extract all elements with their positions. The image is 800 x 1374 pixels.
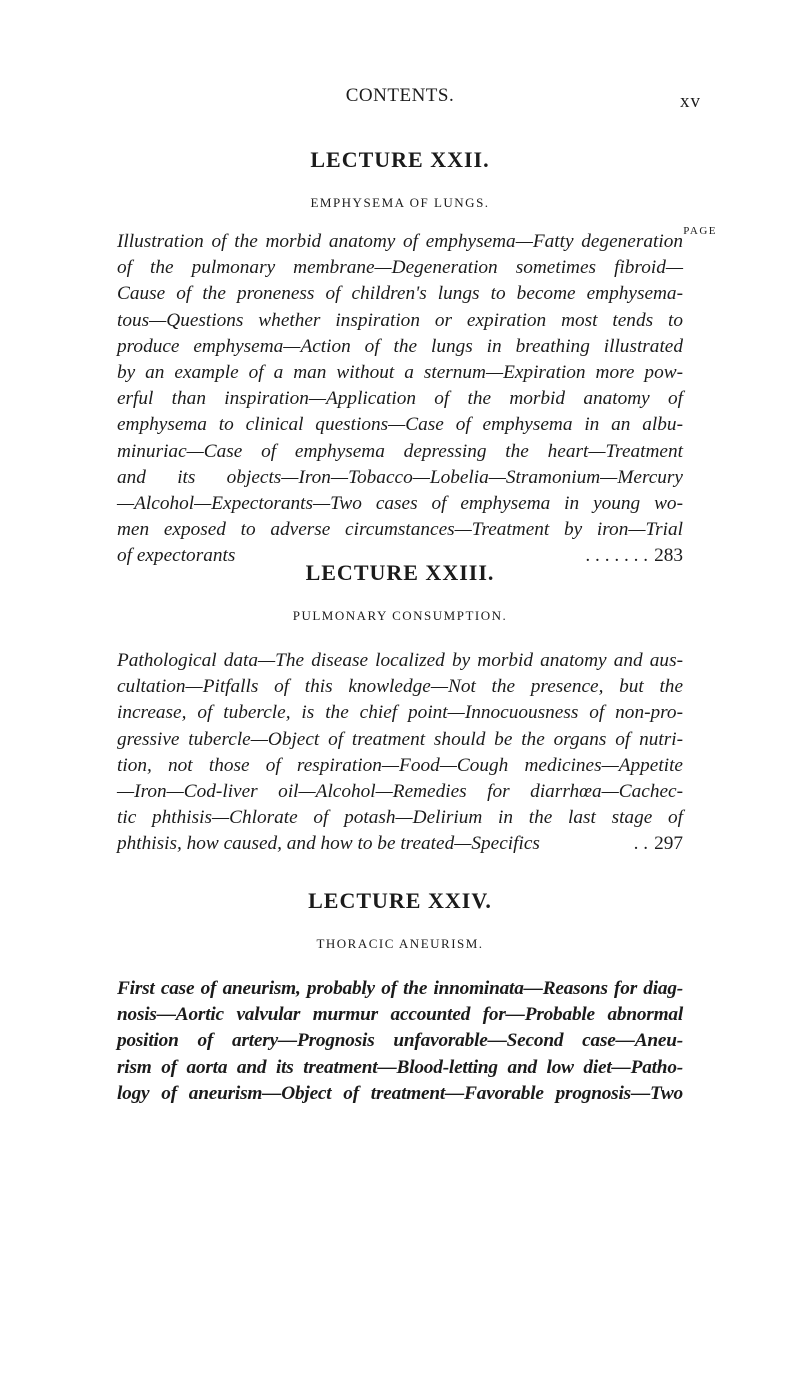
synopsis-line: nosis—Aortic valvular murmur accounted for—Probable abnormal [117,1004,683,1026]
synopsis-line: —Alcohol—Expectorants—Two cases of emphysema in young wo- [117,493,683,515]
page-number: 297 [654,833,683,855]
lecture-title: LECTURE XXII. [310,147,490,172]
synopsis-line: tous—Questions whether inspiration or expiration most tends to [117,309,683,331]
synopsis-line: tic phthisis—Chlorate of potash—Delirium in the last stage of [117,807,683,829]
synopsis-line: gressive tubercle—Object of treatment should be the organs of nutri- [117,728,683,750]
synopsis-line: cultation—Pitfalls of this knowledge—Not the presence, but the [117,676,683,698]
synopsis-line: of the pulmonary membrane—Degeneration sometimes fibroid— [117,257,683,279]
synopsis-line: tion, not those of respiration—Food—Cough medicines—Appetite [117,754,683,776]
lecture-title: LECTURE XXIV. [308,888,492,913]
synopsis-line: First case of aneurism, probably of the innominata—Reasons for diag- [117,978,683,999]
synopsis-line: men exposed to adverse circumstances—Treatment by iron—Trial [117,519,683,541]
synopsis-line: emphysema to clinical questions—Case of emphysema in an albu- [117,414,683,436]
synopsis-line: Pathological data—The disease localized by morbid anatomy and aus- [117,650,683,671]
synopsis-line: Illustration of the morbid anatomy of emphysema—Fatty degeneration [117,231,683,252]
synopsis-line: produce emphysema—Action of the lungs in breathing illustrated [117,335,683,357]
synopsis-line: and its objects—Iron—Tobacco—Lobelia—Stramonium—Mercury [117,466,683,488]
lecture-synopsis [117,976,683,1107]
running-head [0,85,800,117]
synopsis-line: logy of aneurism—Object of treatment—Favorable prognosis—Two [117,1082,683,1104]
synopsis-line: minuriac—Case of emphysema depressing the heart—Treatment [117,440,683,462]
lecture-synopsis [117,229,683,570]
page-number: 283 [654,545,683,567]
lecture-xxiii [117,560,683,858]
synopsis-line: Cause of the proneness of children's lungs to become emphysema- [117,283,683,305]
synopsis-line: of expectorants [117,545,236,567]
lecture-subtitle: EMPHYSEMA OF LUNGS. [310,195,490,210]
synopsis-line: increase, of tubercle, is the chief point—Innocuousness of non-pro- [117,702,683,724]
lecture-subtitle: THORACIC ANEURISM. [316,936,484,951]
synopsis-line: phthisis, how caused, and how to be treated—Specifics [117,833,540,855]
synopsis-line: erful than inspiration—Application of the morbid anatomy of [117,388,683,410]
dot-leader: . . . . . . . [585,545,649,567]
lecture-title: LECTURE XXIII. [305,560,495,585]
running-head-title: CONTENTS. [345,85,455,106]
dot-leader: . . [633,833,649,855]
lecture-subtitle: PULMONARY CONSUMPTION. [292,608,508,623]
synopsis-line: —Iron—Cod-liver oil—Alcohol—Remedies for diarrhœa—Cachec- [117,781,683,803]
synopsis-line: rism of aorta and its treatment—Blood-letting and low diet—Patho- [117,1056,683,1078]
lecture-synopsis [117,648,683,858]
lecture-xxii [117,147,717,570]
synopsis-line: by an example of a man without a sternum—Expiration more pow- [117,362,683,384]
synopsis-line: position of artery—Prognosis unfavorable—Second case—Aneu- [117,1030,683,1052]
lecture-xxiv [117,888,683,1107]
page-folio: xv [680,91,701,112]
synopsis-final-line [117,831,683,857]
page-column-label: PAGE [683,225,717,237]
